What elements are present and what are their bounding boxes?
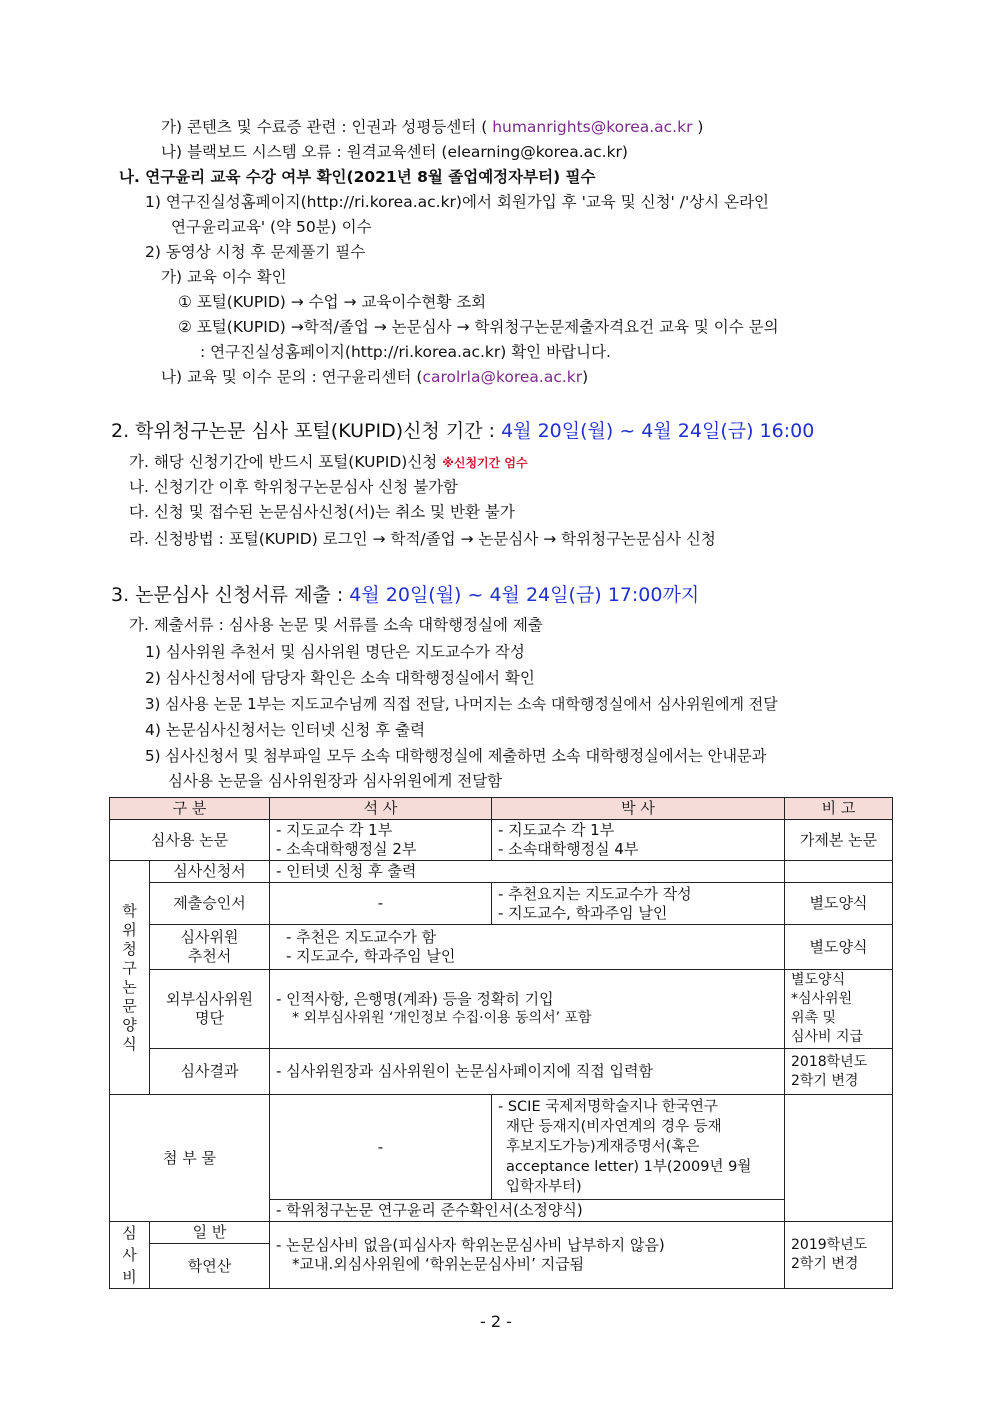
cell-line: acceptance letter) 1부(2009년 9월 (506, 1159, 752, 1175)
ethics-confirm-cell: - 학위청구논문 연구윤리 준수확인서(소정양식) (270, 1200, 785, 1222)
section2-item-b: 나. 신청기간 이후 학위청구논문심사 신청 불가함 (129, 478, 459, 496)
table-row (110, 1049, 893, 1095)
section3-item-5: 5) 심사신청서 및 첨부파일 모두 소속 대학행정실에 제출하면 소속 대학행정실에서는 안내문과 (145, 747, 767, 765)
thesis-bigo: 가제본 논문 (785, 820, 893, 861)
group-label-fee (110, 1222, 150, 1289)
contents-inquiry-line (161, 117, 703, 137)
group-char: 양 (122, 1015, 137, 1034)
header-master: 석 사 (270, 798, 492, 820)
cell-line: 재단 등재지(비자연계의 경우 등재 (506, 1119, 722, 1135)
header-bigo: 비 고 (785, 798, 893, 820)
header-gubun: 구 분 (110, 798, 270, 820)
document-table (109, 797, 893, 1289)
section2-item-c: 다. 신청 및 접수된 논문심사신청(서)는 취소 및 반환 불가 (129, 503, 515, 521)
ethics-item2: 2) 동영상 시청 후 문제풀기 필수 (145, 243, 366, 261)
external-cell (270, 970, 785, 1049)
ethics-check-step1: ① 포털(KUPID) → 수업 → 교육이수현황 조회 (178, 293, 487, 311)
ethics-completion-check: 가) 교육 이수 확인 (161, 268, 287, 286)
group-char: 비 (122, 1268, 137, 1286)
page-number: - 2 - (480, 1312, 512, 1331)
fee-cell (270, 1222, 785, 1289)
fee-bigo (785, 1222, 893, 1289)
header-doctor: 박 사 (492, 798, 785, 820)
application-bigo (785, 861, 893, 883)
cell-line: 2학기 변경 (791, 1256, 859, 1272)
ethics-check-step2: ② 포털(KUPID) →학적/졸업 → 논문심사 → 학위청구논문제출자격요건 교육 및 이수 문의 (178, 318, 779, 336)
group-char: 사 (122, 1246, 137, 1264)
cell-line: 입학자부터) (506, 1179, 582, 1195)
section2-item-a-text: 가. 해당 신청기간에 반드시 포털(KUPID)신청 (129, 453, 443, 471)
section2-title-line (111, 419, 814, 443)
cell-line: - 인적사항, 은행명(계좌) 등을 정확히 기입 (276, 990, 554, 1008)
row-label-industry: 학연산 (150, 1244, 270, 1289)
row-label-application: 심사신청서 (150, 861, 270, 883)
table-row (110, 883, 893, 925)
section2-item-a (129, 452, 528, 473)
cell-line: * 외부심사위원 ‘개인정보 수집·이용 동의서’ 포함 (292, 1010, 592, 1026)
cell-line: 명단 (195, 1009, 224, 1027)
cell-line: 2019학년도 (791, 1237, 868, 1253)
approval-master: - (270, 883, 492, 925)
deadline-note: ※신청기간 엄수 (442, 456, 528, 470)
cell-line: 2018학년도 (791, 1053, 868, 1070)
group-char: 구 (122, 958, 137, 977)
cell-line: 외부심사위원 (166, 990, 253, 1008)
ethics-item1-line2: 연구윤리교육' (약 50분) 이수 (171, 218, 372, 236)
section3-title-line (111, 583, 699, 607)
cell-line: 심사위원 (180, 928, 239, 946)
recommend-bigo: 별도양식 (785, 925, 893, 970)
approval-bigo: 별도양식 (785, 883, 893, 925)
section3-item-1: 1) 심사위원 추천서 및 심사위원 명단은 지도교수가 작성 (145, 643, 525, 661)
section2-title: 2. 학위청구논문 심사 포털(KUPID)신청 기간 : (111, 420, 502, 442)
cell-line: - 소속대학행정실 2부 (276, 840, 417, 858)
group-char: 청 (122, 939, 137, 958)
blackboard-inquiry-line: 나) 블랙보드 시스템 오류 : 원격교육센터 (elearning@korea.ac.kr) (161, 143, 628, 161)
ethics-item1-line1: 1) 연구진실성홈페이지(http://ri.korea.ac.kr)에서 회원가입 후 '교육 및 신청' /'상시 온라인 (145, 193, 770, 211)
cell-line: - 지도교수, 학과주임 날인 (498, 903, 668, 922)
attachment-master: - (270, 1095, 492, 1200)
humanrights-email-link[interactable]: humanrights@korea.ac.kr (492, 118, 693, 136)
table-row (110, 1095, 893, 1200)
cell-line: - 지도교수, 학과주임 날인 (286, 947, 456, 965)
section3-title: 3. 논문심사 신청서류 제출 : (111, 584, 350, 606)
group-label-thesis-forms (110, 861, 150, 1095)
ethics-check-step2-note: : 연구진실성홈페이지(http://ri.korea.ac.kr) 확인 바랍니다. (200, 343, 611, 361)
table-row (110, 925, 893, 970)
cell-line: 후보지도가능)게재증명서(혹은 (506, 1139, 700, 1155)
application-cell: - 인터넷 신청 후 출력 (270, 861, 785, 883)
section3-period: 4월 20일(월) ~ 4월 24일(금) 17:00까지 (349, 584, 700, 606)
cell-line: - 논문심사비 없음(피심사자 학위논문심사비 납부하지 않음) (276, 1236, 665, 1254)
section2-period: 4월 20일(월) ~ 4월 24일(금) 16:00 (501, 420, 815, 442)
group-char: 논 (122, 977, 137, 996)
row-label-recommend (150, 925, 270, 970)
cell-line: - 추천은 지도교수가 함 (286, 928, 437, 946)
research-ethics-heading: 나. 연구윤리 교육 수강 여부 확인(2021년 8월 졸업예정자부터) 필수 (119, 168, 596, 186)
recommend-cell (270, 925, 785, 970)
ethics-inquiry-line (161, 367, 588, 387)
contents-inquiry-label: 가) 콘텐츠 및 수료증 관련 : 인권과 성평등센터 ( (161, 118, 493, 136)
cell-line: 2학기 변경 (791, 1072, 859, 1089)
section3-item-2: 2) 심사신청서에 담당자 확인은 소속 대학행정실에서 확인 (145, 669, 535, 687)
group-char: 위 (122, 920, 137, 939)
approval-doctor (492, 883, 785, 925)
table-row (110, 820, 893, 861)
cell-line: - 추천요지는 지도교수가 작성 (498, 884, 692, 903)
carolrla-email-link[interactable]: carolrla@korea.ac.kr (422, 368, 583, 386)
group-char: 학 (122, 901, 137, 920)
cell-line: 추천서 (187, 947, 232, 965)
contents-inquiry-tail: ) (692, 118, 704, 136)
cell-line: *교내.외심사위원에 ‘학위논문심사비’ 지급됨 (292, 1255, 585, 1273)
cell-line: *심사위원 (791, 991, 853, 1007)
section3-item-5-cont: 심사용 논문을 심사위원장과 심사위원에게 전달함 (168, 772, 503, 790)
cell-line: - 소속대학행정실 4부 (498, 840, 639, 858)
group-char: 식 (122, 1034, 137, 1053)
row-label-general: 일 반 (150, 1222, 270, 1244)
group-char: 문 (122, 996, 137, 1015)
external-bigo (785, 970, 893, 1049)
thesis-master-cell (270, 820, 492, 861)
cell-line: 별도양식 (791, 972, 846, 988)
ethics-inquiry-tail: ) (582, 368, 589, 386)
row-label-approval: 제출승인서 (150, 883, 270, 925)
cell-line: 위촉 및 (791, 1010, 837, 1026)
cell-line: - 지도교수 각 1부 (498, 821, 615, 839)
section2-item-d: 라. 신청방법 : 포털(KUPID) 로그인 → 학적/졸업 → 논문심사 → 학위청구논문심사 신청 (129, 530, 716, 548)
row-label-external (150, 970, 270, 1049)
attachment-doctor (492, 1095, 785, 1200)
table-row (110, 970, 893, 1049)
table-row (110, 1222, 893, 1244)
row-label-thesis: 심사용 논문 (110, 820, 270, 861)
result-bigo (785, 1049, 893, 1095)
section3-item-4: 4) 논문심사신청서는 인터넷 신청 후 출력 (145, 721, 426, 739)
thesis-doctor-cell (492, 820, 785, 861)
cell-line: 심사비 지급 (791, 1029, 864, 1045)
section3-item-a: 가. 제출서류 : 심사용 논문 및 서류를 소속 대학행정실에 제출 (129, 616, 543, 634)
ethics-inquiry-label: 나) 교육 및 이수 문의 : 연구윤리센터 ( (161, 368, 423, 386)
row-label-attachment: 첨 부 물 (110, 1095, 270, 1222)
row-label-result: 심사결과 (150, 1049, 270, 1095)
table-header-row (110, 798, 893, 820)
group-char: 심 (122, 1224, 137, 1242)
result-cell: - 심사위원장과 심사위원이 논문심사페이지에 직접 입력함 (270, 1049, 785, 1095)
table-row (110, 861, 893, 883)
cell-line: - 지도교수 각 1부 (276, 821, 393, 839)
section3-item-3: 3) 심사용 논문 1부는 지도교수님께 직접 전달, 나머지는 소속 대학행정실에서 심사위원에게 전달 (145, 695, 778, 713)
attachment-bigo (785, 1095, 893, 1222)
cell-line: - SCIE 국제저명학술지나 한국연구 (498, 1099, 718, 1115)
